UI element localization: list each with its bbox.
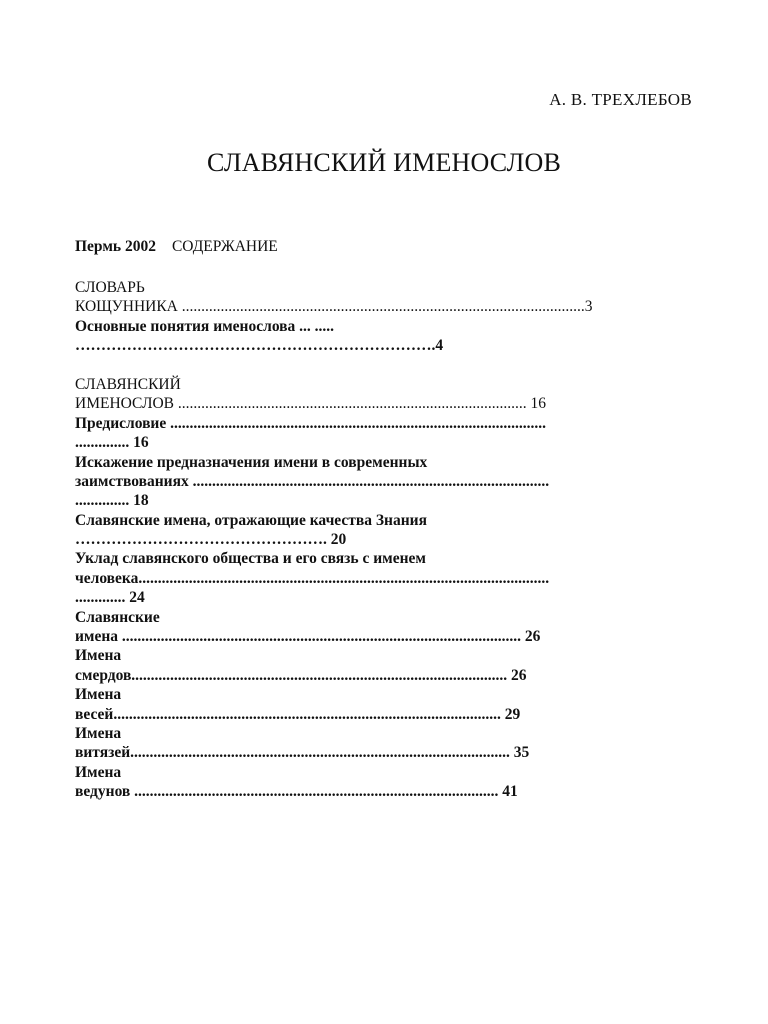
toc-knowledge-page: …………………………………………. 20 [75, 531, 347, 549]
imprint-line [75, 238, 278, 256]
toc-basic-concepts-leader: …………………………………………………………….4 [75, 337, 444, 355]
toc-basic-concepts-entry: Основные понятия именослова ... ..... [75, 317, 335, 335]
toc-veduny-title: Имена [75, 763, 122, 781]
toc-society-title: Уклад славянского общества и его связь с именем [75, 550, 426, 568]
toc-vesi-title: Имена [75, 686, 122, 704]
author-name: А. В. ТРЕХЛЕБОВ [549, 90, 692, 109]
document-title: СЛАВЯНСКИЙ ИМЕНОСЛОВ [206, 148, 562, 177]
contents-heading: СОДЕРЖАНИЕ [171, 238, 278, 255]
toc-distortion-title: Искажение предназначения имени в современных [75, 453, 428, 471]
toc-names-title: Славянские [75, 608, 160, 626]
toc-society-entry: человека.......................................................................................................... [75, 569, 550, 587]
toc-smerdy-title: Имена [75, 647, 122, 665]
imprint-place-year: Пермь 2002 [75, 238, 156, 255]
toc-part1-entry: КОЩУННИКА ........................................................................................................3 [75, 298, 593, 316]
toc-distortion-entry: заимствованиях ............................................................................................ [75, 472, 550, 490]
toc-preface-page: .............. 16 [75, 434, 149, 452]
toc-vityazi-page: витязей.................................................................................................. 35 [75, 744, 530, 762]
toc-section-gap [75, 356, 695, 375]
toc-knowledge-title: Славянские имена, отражающие качества Знания [75, 511, 427, 529]
toc-society-page: ............. 24 [75, 589, 145, 607]
toc-part2-entry: ИМЕНОСЛОВ .......................................................................................... 16 [75, 395, 547, 413]
toc-part2-heading: СЛАВЯНСКИЙ [75, 375, 181, 393]
toc-veduny-page: ведунов .............................................................................................. 41 [75, 783, 518, 801]
toc-part1-heading: СЛОВАРЬ [75, 279, 145, 296]
toc-vesi-page: весей.................................................................................................... 29 [75, 705, 521, 723]
table-of-contents [75, 278, 695, 802]
toc-smerdy-page: смердов................................................................................................. 26 [75, 666, 527, 684]
toc-vityazi-title: Имена [75, 724, 122, 742]
toc-preface-entry: Предисловие ................................................................................................. [75, 414, 546, 432]
toc-names-page: имена ....................................................................................................... 26 [75, 628, 541, 646]
toc-distortion-page: .............. 18 [75, 492, 149, 510]
